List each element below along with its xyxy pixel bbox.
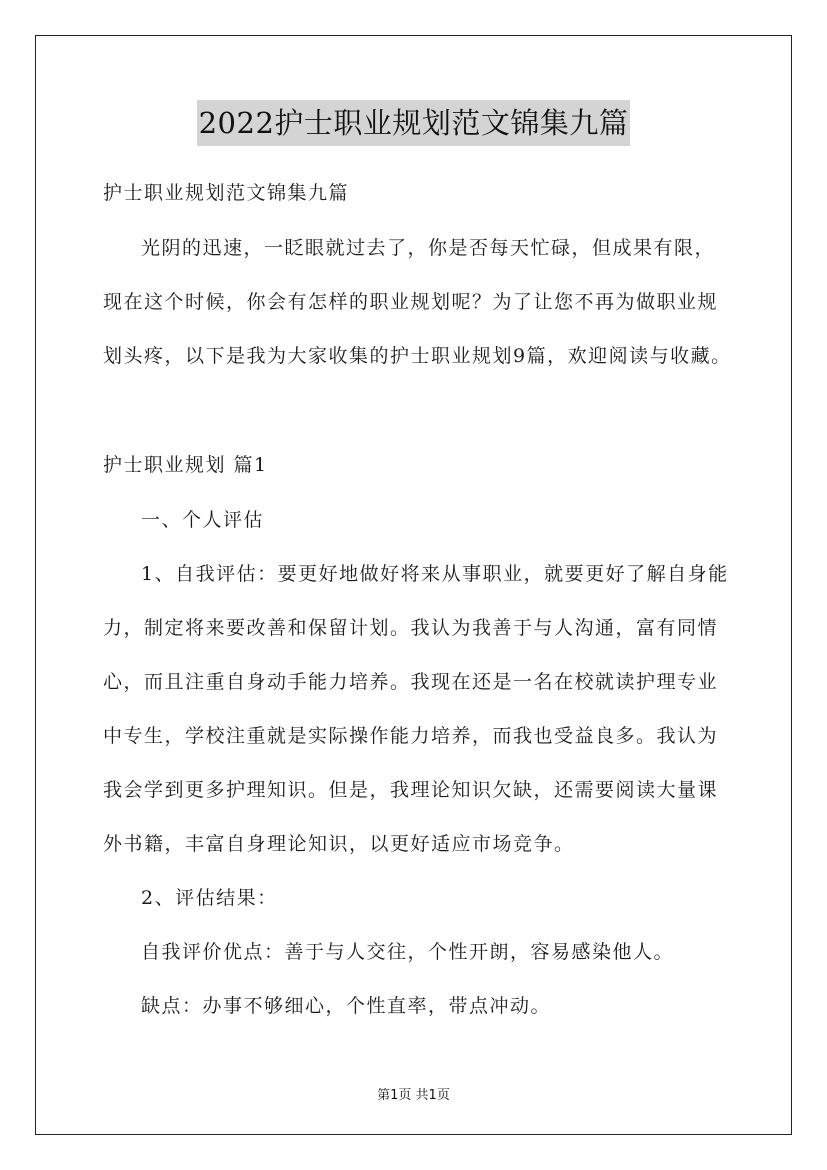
text-line: 护士职业规划范文锦集九篇	[103, 182, 350, 204]
text-line: 2、评估结果：	[141, 887, 278, 909]
text-line: 外书籍，丰富自身理论知识，以更好适应市场竞争。	[103, 833, 575, 855]
text-line: 护士职业规划 篇1	[103, 454, 268, 476]
text-line: 光阴的迅速，一眨眼就过去了，你是否每天忙碌，但成果有限，	[141, 237, 716, 259]
text-line: 中专生，学校注重就是实际操作能力培养，而我也受益良多。我认为	[103, 725, 719, 747]
text-line: 我会学到更多护理知识。但是，我理论知识欠缺，还需要阅读大量课	[103, 779, 719, 801]
text-line: 心，而且注重自身动手能力培养。我现在还是一名在校就读护理专业	[103, 671, 719, 693]
text-line: 缺点：办事不够细心，个性直率，带点冲动。	[141, 995, 552, 1017]
text-line: 一、个人评估	[141, 509, 265, 531]
text-line: 1、自我评估：要更好地做好将来从事职业，就要更好了解自身能	[141, 563, 729, 585]
page-footer: 第1页 共1页	[377, 1088, 450, 1103]
text-line: 力，制定将来要改善和保留计划。我认为我善于与人沟通，富有同情	[103, 617, 719, 639]
text-line: 现在这个时候，你会有怎样的职业规划呢？为了让您不再为做职业规	[103, 291, 719, 313]
text-line: 自我评价优点：善于与人交往，个性开朗，容易感染他人。	[141, 941, 675, 963]
document-title: 2022护士职业规划范文锦集九篇	[197, 100, 631, 146]
title-block	[0, 100, 827, 146]
text-line: 划头疼，以下是我为大家收集的护士职业规划9篇，欢迎阅读与收藏。	[103, 345, 732, 367]
